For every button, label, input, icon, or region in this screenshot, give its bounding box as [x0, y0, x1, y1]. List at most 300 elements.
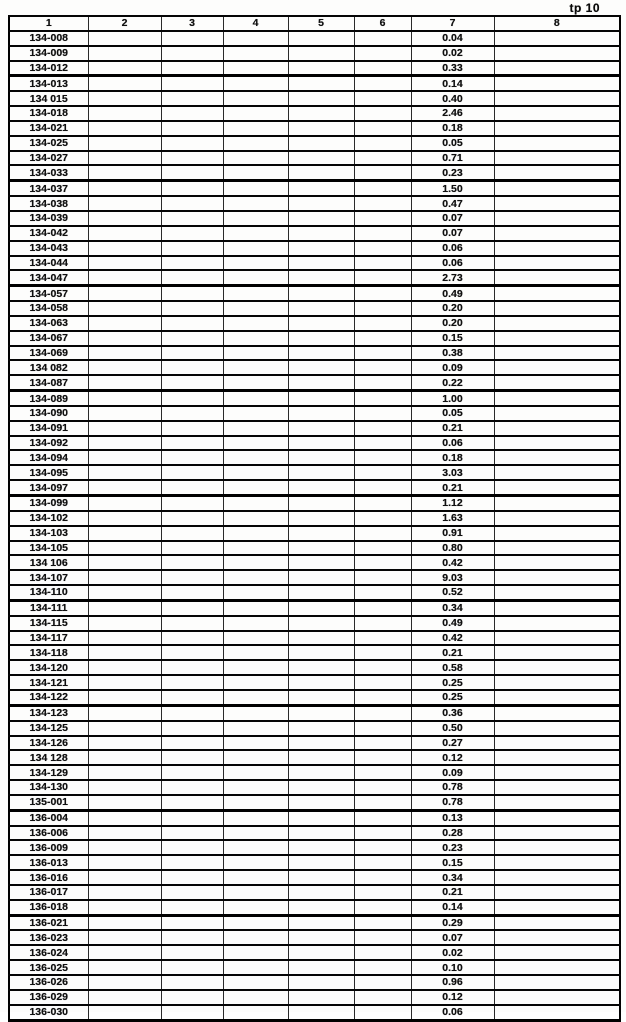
empty-cell — [288, 151, 354, 166]
table-row — [9, 1005, 620, 1020]
table-row — [9, 990, 620, 1005]
empty-cell — [354, 705, 411, 720]
row-id-cell: 136-029 — [9, 990, 88, 1005]
empty-cell — [88, 331, 161, 346]
row-id-cell: 134-125 — [9, 721, 88, 736]
empty-cell — [354, 226, 411, 241]
row-id-cell: 134-013 — [9, 76, 88, 91]
empty-cell — [354, 915, 411, 930]
empty-cell — [494, 301, 620, 316]
empty-cell — [354, 316, 411, 331]
empty-cell — [494, 346, 620, 361]
empty-cell — [494, 496, 620, 511]
empty-cell — [354, 360, 411, 375]
empty-cell — [88, 496, 161, 511]
row-value-cell: 0.05 — [411, 136, 494, 151]
row-value-cell: 0.78 — [411, 780, 494, 795]
empty-cell — [88, 555, 161, 570]
row-id-cell: 134-033 — [9, 165, 88, 180]
empty-cell — [223, 511, 288, 526]
row-id-cell: 134-042 — [9, 226, 88, 241]
empty-cell — [354, 211, 411, 226]
empty-cell — [494, 375, 620, 390]
empty-cell — [223, 585, 288, 600]
empty-cell — [161, 750, 223, 765]
table-row — [9, 136, 620, 151]
empty-cell — [88, 480, 161, 495]
row-value-cell: 0.14 — [411, 900, 494, 915]
row-id-cell: 134-107 — [9, 570, 88, 585]
empty-cell — [88, 900, 161, 915]
empty-cell — [288, 541, 354, 556]
column-header: 5 — [288, 16, 354, 31]
empty-cell — [88, 360, 161, 375]
table-header-row — [9, 16, 620, 31]
empty-cell — [161, 721, 223, 736]
column-header: 7 — [411, 16, 494, 31]
row-value-cell: 0.21 — [411, 645, 494, 660]
empty-cell — [354, 301, 411, 316]
row-value-cell: 0.96 — [411, 975, 494, 990]
empty-cell — [354, 990, 411, 1005]
empty-cell — [288, 705, 354, 720]
empty-cell — [288, 136, 354, 151]
empty-cell — [494, 570, 620, 585]
empty-cell — [88, 736, 161, 751]
empty-cell — [161, 660, 223, 675]
empty-cell — [223, 196, 288, 211]
empty-cell — [494, 270, 620, 285]
row-id-cell: 136-004 — [9, 810, 88, 825]
empty-cell — [288, 511, 354, 526]
empty-cell — [223, 480, 288, 495]
row-id-cell: 134-009 — [9, 46, 88, 61]
empty-cell — [223, 360, 288, 375]
empty-cell — [161, 165, 223, 180]
table-row — [9, 91, 620, 106]
empty-cell — [288, 61, 354, 76]
empty-cell — [88, 256, 161, 271]
row-id-cell: 134-110 — [9, 585, 88, 600]
empty-cell — [161, 885, 223, 900]
empty-cell — [161, 511, 223, 526]
empty-cell — [223, 165, 288, 180]
table-row — [9, 406, 620, 421]
row-value-cell: 0.15 — [411, 855, 494, 870]
row-value-cell: 1.00 — [411, 391, 494, 406]
empty-cell — [354, 690, 411, 705]
empty-cell — [161, 436, 223, 451]
empty-cell — [161, 151, 223, 166]
empty-cell — [494, 915, 620, 930]
row-id-cell: 136-006 — [9, 826, 88, 841]
empty-cell — [288, 945, 354, 960]
table-row — [9, 421, 620, 436]
row-id-cell: 134-123 — [9, 705, 88, 720]
table-row — [9, 631, 620, 646]
empty-cell — [354, 480, 411, 495]
row-value-cell: 0.09 — [411, 360, 494, 375]
empty-cell — [288, 241, 354, 256]
empty-cell — [288, 391, 354, 406]
empty-cell — [288, 900, 354, 915]
row-id-cell: 136-021 — [9, 915, 88, 930]
row-id-cell: 134-115 — [9, 616, 88, 631]
empty-cell — [161, 421, 223, 436]
row-id-cell: 134-097 — [9, 480, 88, 495]
row-value-cell: 0.23 — [411, 840, 494, 855]
empty-cell — [354, 885, 411, 900]
empty-cell — [354, 136, 411, 151]
empty-cell — [494, 181, 620, 196]
empty-cell — [288, 360, 354, 375]
column-header: 6 — [354, 16, 411, 31]
row-id-cell: 134-120 — [9, 660, 88, 675]
empty-cell — [161, 645, 223, 660]
empty-cell — [161, 301, 223, 316]
empty-cell — [88, 690, 161, 705]
empty-cell — [88, 375, 161, 390]
empty-cell — [354, 46, 411, 61]
row-value-cell: 1.12 — [411, 496, 494, 511]
empty-cell — [88, 391, 161, 406]
empty-cell — [161, 930, 223, 945]
empty-cell — [223, 810, 288, 825]
row-value-cell: 0.25 — [411, 690, 494, 705]
empty-cell — [88, 151, 161, 166]
empty-cell — [494, 436, 620, 451]
table-row — [9, 555, 620, 570]
empty-cell — [88, 165, 161, 180]
empty-cell — [494, 721, 620, 736]
empty-cell — [161, 631, 223, 646]
empty-cell — [161, 241, 223, 256]
empty-cell — [88, 675, 161, 690]
row-id-cell: 134-039 — [9, 211, 88, 226]
empty-cell — [88, 436, 161, 451]
empty-cell — [494, 960, 620, 975]
row-value-cell: 0.49 — [411, 616, 494, 631]
table-row — [9, 660, 620, 675]
empty-cell — [288, 46, 354, 61]
empty-cell — [354, 795, 411, 810]
table-row — [9, 750, 620, 765]
row-id-cell: 136-016 — [9, 870, 88, 885]
table-row — [9, 46, 620, 61]
empty-cell — [494, 690, 620, 705]
empty-cell — [494, 46, 620, 61]
row-id-cell: 134-067 — [9, 331, 88, 346]
empty-cell — [494, 765, 620, 780]
table-row — [9, 360, 620, 375]
empty-cell — [288, 885, 354, 900]
empty-cell — [223, 391, 288, 406]
empty-cell — [494, 360, 620, 375]
empty-cell — [223, 541, 288, 556]
row-value-cell: 0.21 — [411, 480, 494, 495]
empty-cell — [354, 421, 411, 436]
empty-cell — [494, 705, 620, 720]
empty-cell — [223, 855, 288, 870]
empty-cell — [88, 91, 161, 106]
table-row — [9, 226, 620, 241]
empty-cell — [494, 780, 620, 795]
empty-cell — [88, 511, 161, 526]
empty-cell — [288, 1005, 354, 1020]
empty-cell — [223, 526, 288, 541]
row-id-cell: 134-087 — [9, 375, 88, 390]
empty-cell — [288, 840, 354, 855]
empty-cell — [88, 855, 161, 870]
empty-cell — [161, 450, 223, 465]
table-row — [9, 945, 620, 960]
row-value-cell: 0.33 — [411, 61, 494, 76]
row-id-cell: 134-111 — [9, 600, 88, 615]
empty-cell — [494, 736, 620, 751]
empty-cell — [354, 1005, 411, 1020]
empty-cell — [161, 765, 223, 780]
empty-cell — [161, 975, 223, 990]
table-row — [9, 346, 620, 361]
row-value-cell: 0.50 — [411, 721, 494, 736]
empty-cell — [288, 750, 354, 765]
table-row — [9, 31, 620, 46]
empty-cell — [223, 31, 288, 46]
empty-cell — [288, 975, 354, 990]
table-row — [9, 106, 620, 121]
empty-cell — [161, 226, 223, 241]
row-value-cell: 0.14 — [411, 76, 494, 91]
row-value-cell: 0.78 — [411, 795, 494, 810]
empty-cell — [354, 121, 411, 136]
empty-cell — [88, 526, 161, 541]
empty-cell — [88, 960, 161, 975]
empty-cell — [494, 406, 620, 421]
empty-cell — [354, 151, 411, 166]
header-row — [9, 16, 620, 31]
row-value-cell: 0.47 — [411, 196, 494, 211]
empty-cell — [354, 555, 411, 570]
empty-cell — [354, 945, 411, 960]
table-row — [9, 196, 620, 211]
empty-cell — [288, 211, 354, 226]
empty-cell — [288, 810, 354, 825]
empty-cell — [161, 810, 223, 825]
table-row — [9, 765, 620, 780]
empty-cell — [354, 810, 411, 825]
empty-cell — [223, 421, 288, 436]
empty-cell — [223, 570, 288, 585]
row-id-cell: 134-089 — [9, 391, 88, 406]
table-row — [9, 331, 620, 346]
empty-cell — [354, 960, 411, 975]
row-id-cell: 134-012 — [9, 61, 88, 76]
empty-cell — [288, 780, 354, 795]
empty-cell — [354, 930, 411, 945]
empty-cell — [288, 331, 354, 346]
empty-cell — [88, 181, 161, 196]
empty-cell — [223, 736, 288, 751]
row-value-cell: 2.73 — [411, 270, 494, 285]
empty-cell — [88, 765, 161, 780]
empty-cell — [354, 541, 411, 556]
empty-cell — [288, 930, 354, 945]
empty-cell — [88, 121, 161, 136]
empty-cell — [288, 421, 354, 436]
empty-cell — [223, 675, 288, 690]
empty-cell — [161, 286, 223, 301]
empty-cell — [288, 106, 354, 121]
empty-cell — [223, 870, 288, 885]
empty-cell — [354, 870, 411, 885]
column-header: 3 — [161, 16, 223, 31]
empty-cell — [288, 675, 354, 690]
empty-cell — [88, 826, 161, 841]
empty-cell — [354, 391, 411, 406]
empty-cell — [288, 690, 354, 705]
empty-cell — [223, 930, 288, 945]
empty-cell — [161, 331, 223, 346]
empty-cell — [223, 900, 288, 915]
empty-cell — [354, 406, 411, 421]
row-value-cell: 0.06 — [411, 241, 494, 256]
empty-cell — [161, 480, 223, 495]
row-id-cell: 134-025 — [9, 136, 88, 151]
empty-cell — [494, 61, 620, 76]
table-row — [9, 61, 620, 76]
empty-cell — [494, 541, 620, 556]
empty-cell — [494, 526, 620, 541]
empty-cell — [288, 450, 354, 465]
empty-cell — [288, 226, 354, 241]
empty-cell — [494, 165, 620, 180]
empty-cell — [288, 660, 354, 675]
empty-cell — [88, 106, 161, 121]
empty-cell — [161, 91, 223, 106]
empty-cell — [494, 675, 620, 690]
row-value-cell: 2.46 — [411, 106, 494, 121]
row-value-cell: 0.52 — [411, 585, 494, 600]
row-value-cell: 3.03 — [411, 465, 494, 480]
row-value-cell: 0.25 — [411, 675, 494, 690]
empty-cell — [88, 541, 161, 556]
row-value-cell: 0.07 — [411, 930, 494, 945]
empty-cell — [288, 915, 354, 930]
table-row — [9, 286, 620, 301]
row-id-cell: 134-038 — [9, 196, 88, 211]
empty-cell — [88, 945, 161, 960]
table-row — [9, 870, 620, 885]
empty-cell — [223, 61, 288, 76]
row-value-cell: 0.21 — [411, 421, 494, 436]
row-value-cell: 0.34 — [411, 600, 494, 615]
empty-cell — [88, 870, 161, 885]
empty-cell — [161, 46, 223, 61]
empty-cell — [494, 1005, 620, 1020]
row-value-cell: 0.05 — [411, 406, 494, 421]
empty-cell — [354, 196, 411, 211]
empty-cell — [223, 795, 288, 810]
empty-cell — [494, 585, 620, 600]
table-row — [9, 795, 620, 810]
row-value-cell: 0.15 — [411, 331, 494, 346]
empty-cell — [88, 270, 161, 285]
row-id-cell: 136-025 — [9, 960, 88, 975]
empty-cell — [88, 346, 161, 361]
empty-cell — [354, 31, 411, 46]
table-row — [9, 316, 620, 331]
empty-cell — [88, 795, 161, 810]
empty-cell — [161, 270, 223, 285]
row-id-cell: 134-027 — [9, 151, 88, 166]
row-value-cell: 0.42 — [411, 631, 494, 646]
empty-cell — [223, 256, 288, 271]
table-row — [9, 391, 620, 406]
row-value-cell: 0.07 — [411, 226, 494, 241]
empty-cell — [288, 826, 354, 841]
empty-cell — [223, 600, 288, 615]
row-value-cell: 0.04 — [411, 31, 494, 46]
table-row — [9, 570, 620, 585]
table-row — [9, 121, 620, 136]
row-id-cell: 134-103 — [9, 526, 88, 541]
empty-cell — [288, 181, 354, 196]
empty-cell — [88, 645, 161, 660]
empty-cell — [494, 211, 620, 226]
empty-cell — [494, 511, 620, 526]
empty-cell — [223, 375, 288, 390]
empty-cell — [88, 76, 161, 91]
empty-cell — [354, 465, 411, 480]
table-row — [9, 826, 620, 841]
row-value-cell: 0.12 — [411, 990, 494, 1005]
row-id-cell: 134-130 — [9, 780, 88, 795]
table-row — [9, 465, 620, 480]
empty-cell — [223, 46, 288, 61]
row-id-cell: 134-018 — [9, 106, 88, 121]
row-id-cell: 135-001 — [9, 795, 88, 810]
empty-cell — [88, 226, 161, 241]
empty-cell — [494, 480, 620, 495]
row-value-cell: 0.80 — [411, 541, 494, 556]
row-id-cell: 134-090 — [9, 406, 88, 421]
row-id-cell: 134 082 — [9, 360, 88, 375]
empty-cell — [288, 375, 354, 390]
empty-cell — [288, 736, 354, 751]
empty-cell — [354, 765, 411, 780]
empty-cell — [354, 436, 411, 451]
empty-cell — [494, 616, 620, 631]
empty-cell — [88, 780, 161, 795]
empty-cell — [88, 61, 161, 76]
table-row — [9, 165, 620, 180]
empty-cell — [354, 241, 411, 256]
empty-cell — [161, 375, 223, 390]
empty-cell — [354, 780, 411, 795]
row-value-cell: 0.22 — [411, 375, 494, 390]
empty-cell — [494, 91, 620, 106]
empty-cell — [288, 960, 354, 975]
empty-cell — [223, 181, 288, 196]
row-value-cell: 0.28 — [411, 826, 494, 841]
empty-cell — [88, 705, 161, 720]
empty-cell — [161, 795, 223, 810]
empty-cell — [288, 480, 354, 495]
row-id-cell: 134-058 — [9, 301, 88, 316]
empty-cell — [88, 406, 161, 421]
empty-cell — [288, 765, 354, 780]
column-header: 4 — [223, 16, 288, 31]
